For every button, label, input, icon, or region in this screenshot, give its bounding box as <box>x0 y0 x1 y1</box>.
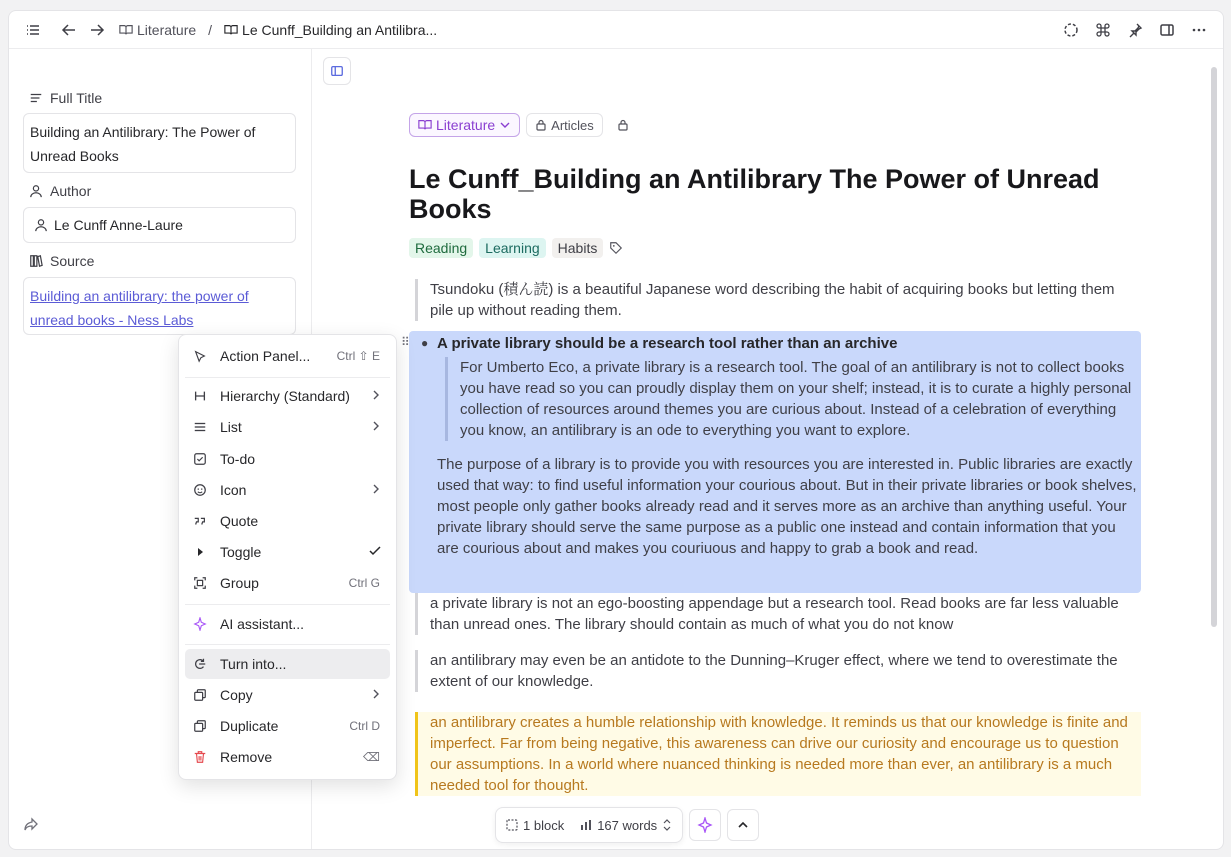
menu-item-icon[interactable] <box>185 475 390 505</box>
breadcrumb-separator: / <box>208 21 213 38</box>
menu-shortcut: Ctrl ⇧ E <box>336 349 380 363</box>
menu-item-action-panel[interactable] <box>185 341 390 371</box>
breadcrumb-parent[interactable] <box>119 22 196 38</box>
scrollbar[interactable] <box>1211 67 1217 627</box>
menu-shortcut: Ctrl G <box>348 576 380 590</box>
menu-shortcut: ⌫ <box>363 750 380 764</box>
library-icon <box>29 254 43 268</box>
menu-label: Remove <box>220 749 273 765</box>
menu-label: Action Panel... <box>220 348 311 364</box>
block-heading: A private library should be a research tool rather than an archive <box>437 335 898 352</box>
text-icon <box>29 91 43 105</box>
cursor-icon <box>185 349 215 363</box>
app-window <box>8 10 1224 850</box>
full-title-label-text: Full Title <box>50 90 103 106</box>
breadcrumb-current[interactable] <box>224 22 437 38</box>
breadcrumb-parent-label: Literature <box>137 21 197 38</box>
full-title-label <box>29 90 102 106</box>
highlight-quote-block[interactable]: an antilibrary creates a humble relationship with knowledge. It reminds us that our knowledge is finite and imperfect. Far from being negative, this awareness can drive our curiosity and encourage us to question our assumptions. In a world where nuanced thinking is needed more than ever, an antilibrary is a much needed tool for thought. <box>415 712 1141 796</box>
ai-sparkle-button[interactable] <box>689 809 721 841</box>
sparkle-icon <box>185 617 215 631</box>
check-icon <box>368 544 390 561</box>
chevron-right-icon <box>370 388 390 404</box>
chevron-updown-icon <box>662 819 672 831</box>
source-label <box>29 253 94 269</box>
sparkle-icon <box>697 817 713 833</box>
block-paragraph: The purpose of a library is to provide you with resources you are interested in. Public libraries are exactly used that way: to find useful information your courious about. But in their private libraries or book shelves, most people only gather books already read and it serves more as an archive than anything useful. Your private library should serve the same purpose as a public one instead and contain information that you are courious about and makes you couriuous and happy to grab a book and read. <box>437 456 1137 557</box>
block-count-label: 1 block <box>523 817 565 833</box>
duplicate-icon <box>185 719 215 733</box>
group-icon <box>185 576 215 590</box>
type-label: Articles <box>551 117 594 133</box>
nested-quote: For Umberto Eco, a private library is a research tool. The goal of an antilibrary is not to collect books you have read so you can proudly display them on your shelf; instead, it is to curate a highly personal collection of resources around themes you are curious about. Instead of a celebration of everything you know, an antilibrary is an ode to everything you want to explore. <box>445 357 1133 441</box>
menu-divider <box>185 644 390 645</box>
quote-icon <box>185 514 215 528</box>
person-icon <box>34 218 48 232</box>
collapse-button[interactable] <box>727 809 759 841</box>
author-value: Le Cunff Anne-Laure <box>54 217 183 233</box>
word-count-label: 167 words <box>597 817 658 833</box>
toolbar-right <box>1057 16 1213 44</box>
menu-label: Quote <box>220 513 259 529</box>
smiley-icon <box>185 483 215 497</box>
chevron-right-icon <box>370 419 390 435</box>
source-label-text: Source <box>50 253 95 269</box>
bullet-icon: ● <box>421 336 429 350</box>
menu-divider <box>185 604 390 605</box>
menu-divider <box>185 377 390 378</box>
menu-label: List <box>220 419 242 435</box>
pin-icon[interactable] <box>1121 16 1149 44</box>
breadcrumb <box>119 22 437 38</box>
sidebar-right-icon[interactable] <box>1153 16 1181 44</box>
menu-label: To-do <box>220 451 256 467</box>
menu-item-group[interactable] <box>185 568 390 598</box>
source-link[interactable]: Building an antilibrary: the power of unread books - Ness Labs <box>30 288 249 328</box>
chevron-right-icon <box>370 482 390 498</box>
copy-icon <box>185 688 215 702</box>
outline-icon[interactable] <box>19 16 47 44</box>
block-context-menu <box>178 334 397 780</box>
type-pill[interactable] <box>526 113 603 137</box>
panel-toggle-icon[interactable] <box>323 57 351 85</box>
menu-label: Icon <box>220 482 247 498</box>
quote-block[interactable]: a private library is not an ego-boosting appendage but a research tool. Read books are far less valuable than unread ones. The library should contain as much of what you do not know <box>415 593 1141 635</box>
menu-item-quote[interactable] <box>185 506 390 536</box>
chevron-up-icon <box>736 818 750 832</box>
command-icon[interactable] <box>1089 16 1117 44</box>
tag-icon[interactable] <box>609 241 623 255</box>
collection-pill[interactable] <box>409 113 520 137</box>
page-title[interactable]: Le Cunff_Building an Antilibrary The Power of Unread Books <box>409 164 1100 224</box>
menu-label: AI assistant... <box>220 616 305 632</box>
stats-pill <box>495 807 683 843</box>
share-icon[interactable] <box>23 816 39 835</box>
book-icon <box>224 23 238 37</box>
menu-item-remove[interactable] <box>185 742 390 772</box>
top-bar <box>9 11 1223 49</box>
bar-chart-icon <box>580 819 592 831</box>
menu-shortcut: Ctrl D <box>349 719 380 733</box>
source-field <box>23 277 296 335</box>
focus-icon[interactable] <box>1057 16 1085 44</box>
menu-label: Turn into... <box>220 656 287 672</box>
heading-icon <box>185 389 215 403</box>
menu-label: Duplicate <box>220 718 279 734</box>
menu-item-toggle[interactable] <box>185 537 390 567</box>
full-title-field[interactable]: Building an Antilibrary: The Power of Unread Books <box>23 113 296 173</box>
author-label <box>29 183 91 199</box>
doc-meta-row <box>409 113 1143 137</box>
forward-icon[interactable] <box>83 16 111 44</box>
person-icon <box>29 184 43 198</box>
menu-item-list[interactable] <box>185 412 390 442</box>
book-icon <box>418 118 432 132</box>
menu-item-duplicate[interactable] <box>185 711 390 741</box>
editor-pane <box>313 49 1223 849</box>
book-icon <box>119 23 133 37</box>
back-icon[interactable] <box>55 16 83 44</box>
tag-habits[interactable]: Habits <box>552 238 604 258</box>
breadcrumb-current-label: Le Cunff_Building an Antilibra... <box>242 21 438 38</box>
menu-label: Toggle <box>220 544 262 560</box>
chevron-down-icon <box>499 119 511 131</box>
collection-label: Literature <box>436 117 496 133</box>
trash-icon <box>185 750 215 764</box>
menu-item-ai-assistant[interactable] <box>185 609 390 639</box>
tag-learning[interactable]: Learning <box>479 238 546 258</box>
word-count[interactable] <box>580 818 672 833</box>
chevron-right-icon <box>370 687 390 703</box>
list-icon <box>185 420 215 434</box>
author-field[interactable] <box>23 207 296 243</box>
lock-icon <box>535 119 547 131</box>
quote-block[interactable]: an antilibrary may even be an antidote to the Dunning–Kruger effect, where we tend to overestimate the extent of our knowledge. <box>415 650 1141 692</box>
block-count[interactable] <box>506 818 564 833</box>
menu-item-turn-into[interactable] <box>185 649 390 679</box>
select-icon <box>506 819 518 831</box>
lock-icon[interactable] <box>609 113 637 137</box>
menu-label: Hierarchy (Standard) <box>220 388 350 404</box>
tag-row <box>409 238 1143 258</box>
status-bar <box>495 807 759 847</box>
triangle-right-icon <box>185 546 215 558</box>
menu-label: Group <box>220 575 259 591</box>
menu-item-copy[interactable] <box>185 680 390 710</box>
drag-handle-icon[interactable]: ⠿ <box>401 335 410 349</box>
menu-item-todo[interactable] <box>185 444 390 474</box>
checkbox-icon <box>185 452 215 466</box>
more-icon[interactable] <box>1185 16 1213 44</box>
tag-reading[interactable]: Reading <box>409 238 473 258</box>
menu-item-hierarchy[interactable] <box>185 381 390 411</box>
menu-label: Copy <box>220 687 253 703</box>
author-label-text: Author <box>50 183 92 199</box>
quote-block[interactable]: Tsundoku (積ん読) is a beautiful Japanese word describing the habit of acquiring books but letting them pile up without reading them. <box>415 279 1141 321</box>
turn-into-icon <box>185 657 215 671</box>
